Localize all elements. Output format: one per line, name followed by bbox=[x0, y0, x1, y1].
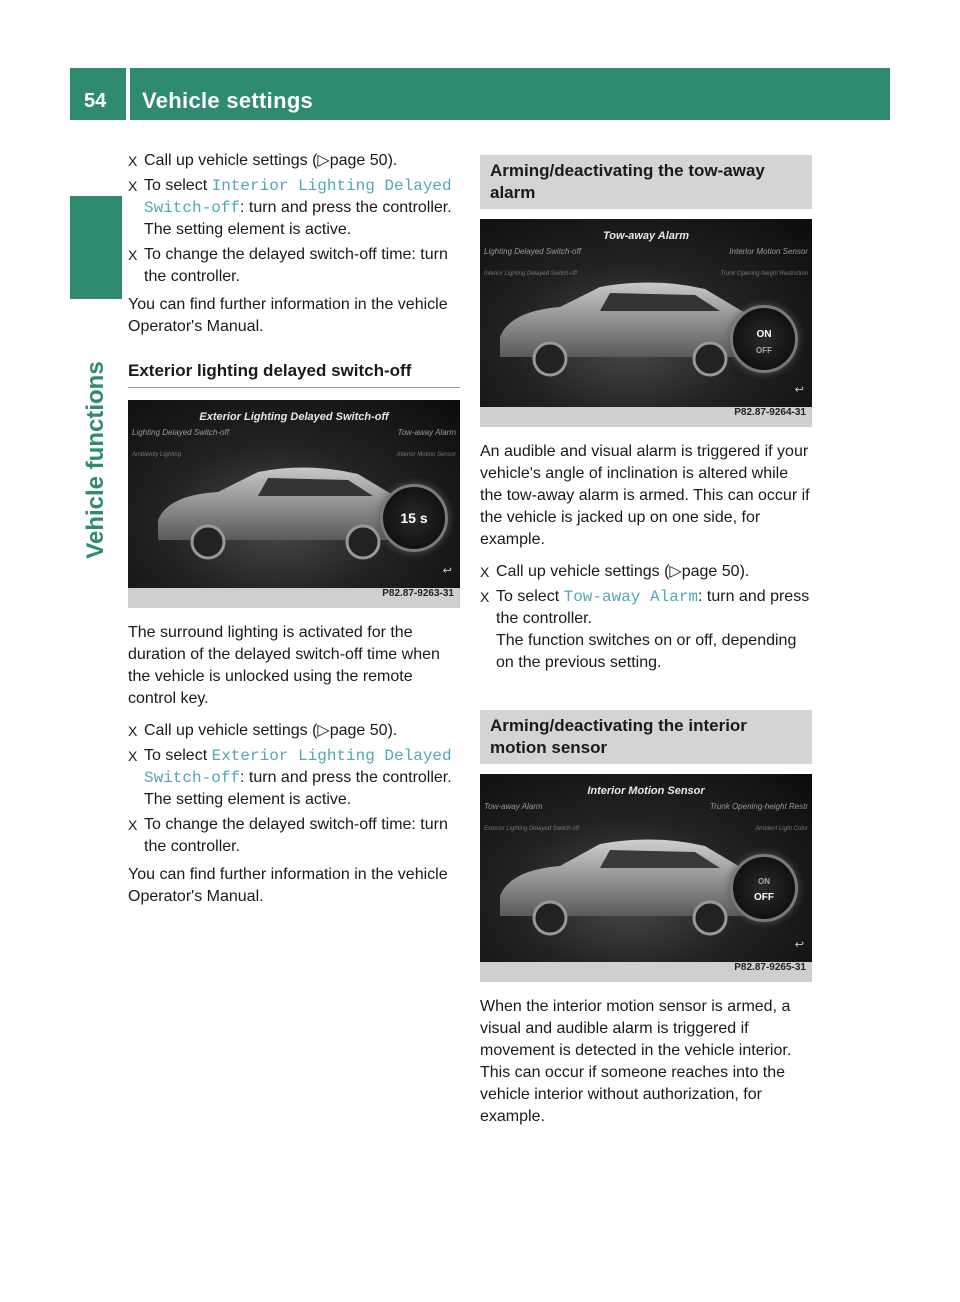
step bbox=[128, 720, 460, 742]
step-text: To change the delayed switch-off time: turn the controller. bbox=[144, 246, 448, 285]
back-arrow-icon: ↩ bbox=[794, 384, 804, 396]
screen-title: Exterior Lighting Delayed Switch-off bbox=[199, 411, 389, 423]
step-text: ). bbox=[387, 152, 398, 169]
screen-left-label bbox=[484, 241, 581, 285]
screen-right-label bbox=[397, 422, 456, 466]
on-off-dial bbox=[730, 305, 798, 373]
screen-right-sub: Ambient Light Color bbox=[755, 826, 808, 832]
screen-right-label bbox=[720, 241, 808, 285]
step-text: Call up vehicle settings ( bbox=[496, 563, 670, 580]
screen-right-text: Trunk Opening-height Restr bbox=[709, 802, 808, 811]
step bbox=[480, 561, 812, 583]
menu-code: Switch-off bbox=[144, 199, 241, 217]
figure-caption-bar bbox=[480, 962, 812, 982]
section-heading: Arming/deactivating the tow-away alarm bbox=[480, 155, 812, 209]
step-text: To select bbox=[496, 588, 564, 605]
back-arrow-icon: ↩ bbox=[442, 565, 452, 577]
subheading: Exterior lighting delayed switch-off bbox=[128, 360, 460, 388]
menu-code: Tow-away Alarm bbox=[563, 588, 699, 606]
figure-screen bbox=[128, 400, 460, 588]
screen-left-text: Lighting Delayed Switch-off bbox=[484, 247, 581, 256]
chapter-title: Vehicle functions bbox=[82, 361, 109, 559]
figure-code: P82.87-9263-31 bbox=[382, 588, 454, 599]
chapter-tab bbox=[70, 196, 122, 299]
left-column bbox=[128, 150, 460, 918]
figure-tow-away-alarm bbox=[480, 219, 812, 427]
step-marker-icon: X bbox=[128, 817, 138, 833]
figure-caption-bar bbox=[128, 588, 460, 608]
page-ref-link[interactable]: page 50 bbox=[681, 563, 740, 580]
screen-left-label bbox=[132, 422, 229, 466]
figure-screen bbox=[480, 219, 812, 407]
screen-right-sub: Interior Motion Sensor bbox=[396, 452, 456, 458]
header-divider bbox=[126, 68, 130, 120]
dial-on-label: ON bbox=[758, 877, 770, 886]
figure-code: P82.87-9265-31 bbox=[734, 962, 806, 973]
step-text: : turn and press the controller. bbox=[496, 588, 810, 627]
screen-right-text: Interior Motion Sensor bbox=[729, 247, 808, 256]
page-ref-link[interactable]: page 50 bbox=[329, 722, 388, 739]
dial-off-label: OFF bbox=[756, 346, 772, 355]
page-number: 54 bbox=[84, 90, 107, 112]
step bbox=[128, 150, 460, 172]
step-text: To change the delayed switch-off time: turn the controller. bbox=[144, 816, 448, 855]
screen-right-text: Tow-away Alarm bbox=[397, 428, 456, 437]
step-text: ). bbox=[739, 563, 750, 580]
step bbox=[128, 745, 460, 811]
screen-left-sub: Ambiently Lighting bbox=[132, 452, 182, 458]
step-text: ). bbox=[387, 722, 398, 739]
step-result: The setting element is active. bbox=[144, 221, 352, 238]
page-ref-icon: ▷ bbox=[317, 152, 330, 169]
section-heading: Arming/deactivating the interior motion sensor bbox=[480, 710, 812, 764]
step-marker-icon: X bbox=[128, 723, 138, 739]
page-ref-icon: ▷ bbox=[317, 722, 330, 739]
step bbox=[128, 175, 460, 241]
figure-caption-bar bbox=[480, 407, 812, 427]
step-result: The setting element is active. bbox=[144, 791, 352, 808]
step-text: To select bbox=[144, 747, 212, 764]
figure-exterior-lighting bbox=[128, 400, 460, 608]
back-arrow-icon: ↩ bbox=[794, 939, 804, 951]
figure-screen bbox=[480, 774, 812, 962]
page-header bbox=[70, 68, 890, 120]
step-text: : turn and press the controller. bbox=[240, 199, 452, 216]
step-marker-icon: X bbox=[128, 178, 138, 194]
paragraph: You can find further information in the vehicle Operator's Manual. bbox=[128, 296, 448, 335]
chapter-label bbox=[74, 330, 118, 590]
screen-left-sub: Interior Lighting Delayed Switch-off bbox=[484, 271, 578, 277]
step bbox=[128, 814, 460, 858]
figure-interior-motion-sensor bbox=[480, 774, 812, 982]
page-ref-link[interactable]: page 50 bbox=[329, 152, 388, 169]
menu-code: Interior Lighting Delayed bbox=[211, 177, 452, 195]
figure-code: P82.87-9264-31 bbox=[734, 407, 806, 418]
screen-title: Tow-away Alarm bbox=[603, 230, 689, 242]
screen-title: Interior Motion Sensor bbox=[587, 785, 705, 797]
screen-right-sub: Trunk Opening-height Restriction bbox=[720, 271, 808, 277]
dial-value: 15 s bbox=[400, 510, 428, 526]
step-text: To select bbox=[144, 177, 212, 194]
screen-left-text: Tow-away Alarm bbox=[484, 802, 543, 811]
screen-right-label bbox=[710, 796, 808, 840]
step-marker-icon: X bbox=[480, 564, 490, 580]
step bbox=[480, 586, 812, 674]
step-text: Call up vehicle settings ( bbox=[144, 152, 318, 169]
screen-left-sub: Exterior Lighting Delayed Switch-off bbox=[484, 826, 580, 832]
on-off-dial bbox=[730, 854, 798, 922]
page-ref-icon: ▷ bbox=[669, 563, 682, 580]
paragraph: The surround lighting is activated for the duration of the delayed switch-off time when the vehicle is unlocked using the remote control key. bbox=[128, 624, 440, 707]
paragraph: You can find further information in the vehicle Operator's Manual. bbox=[128, 866, 448, 905]
step-marker-icon: X bbox=[480, 589, 490, 605]
step-result: The function switches on or off, depending on the previous setting. bbox=[496, 632, 797, 671]
dial-off-label: OFF bbox=[754, 892, 774, 903]
step-marker-icon: X bbox=[128, 153, 138, 169]
screen-left-text: Lighting Delayed Switch-off bbox=[132, 428, 229, 437]
section-title: Vehicle settings bbox=[142, 88, 314, 113]
step-marker-icon: X bbox=[128, 748, 138, 764]
step-text: Call up vehicle settings ( bbox=[144, 722, 318, 739]
right-column bbox=[480, 155, 812, 1138]
step-marker-icon: X bbox=[128, 247, 138, 263]
dial-on-label: ON bbox=[756, 329, 772, 340]
menu-code: Switch-off bbox=[144, 769, 241, 787]
paragraph: An audible and visual alarm is triggered if your vehicle's angle of inclination is altered while the tow-away alarm is armed. This can occur if the vehicle is jacked up on one side, for example. bbox=[480, 443, 810, 548]
paragraph: When the interior motion sensor is armed, a visual and audible alarm is triggered if movement is detected in the vehicle interior. This can occur if someone reaches into the vehicle interior without authorization, for example. bbox=[480, 998, 792, 1125]
screen-left-label bbox=[484, 796, 579, 840]
step bbox=[128, 244, 460, 288]
step-text: : turn and press the controller. bbox=[240, 769, 452, 786]
time-dial bbox=[380, 484, 448, 552]
menu-code: Exterior Lighting Delayed bbox=[211, 747, 452, 765]
